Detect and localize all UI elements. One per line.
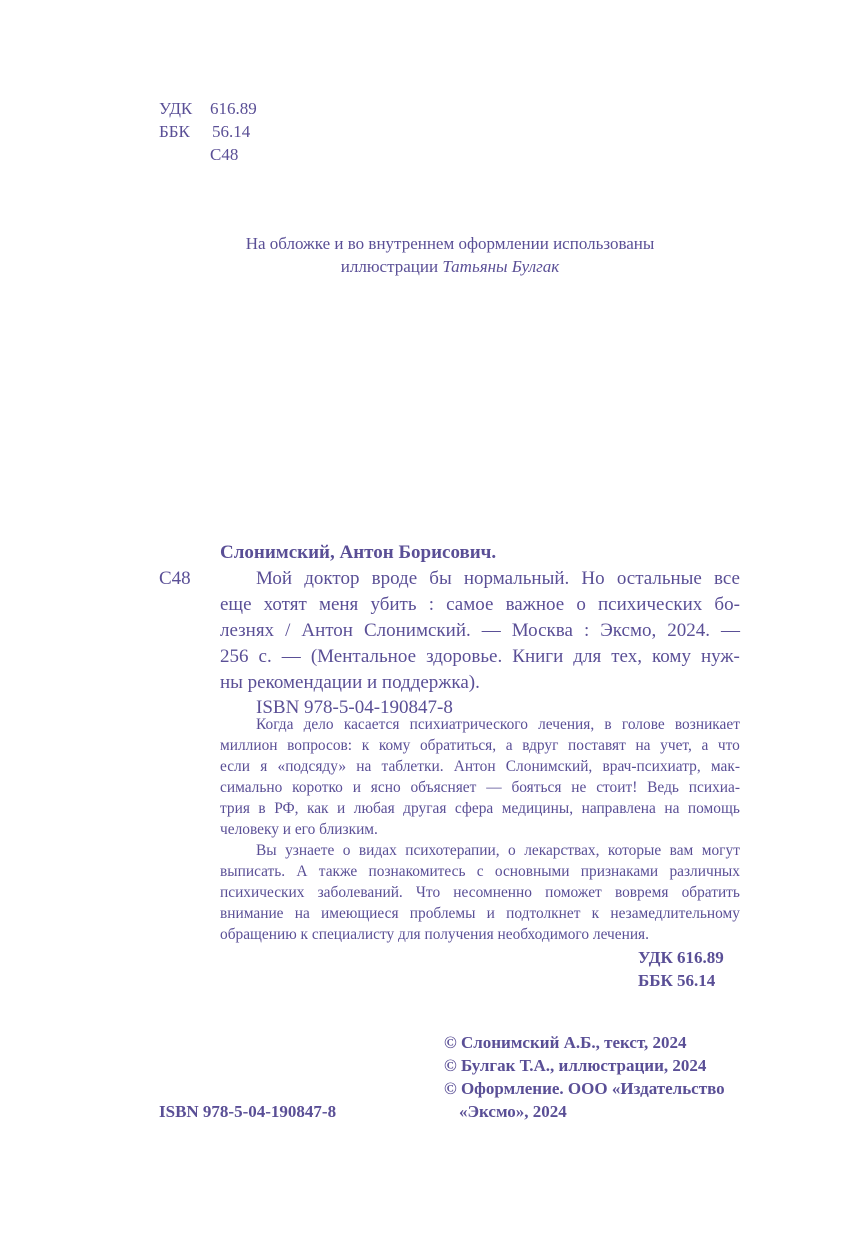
word: на [294,905,310,922]
word: важное [505,594,565,615]
illustration-note [180,232,720,278]
bib-line-3 [220,618,740,644]
annotation-p2-line-3 [220,882,740,903]
word: врач-психиатр, [602,758,701,775]
word: меня [318,594,359,615]
word: психических [220,884,305,901]
word: вам [669,842,694,859]
word: о [508,842,516,859]
annotation-p1-line-1 [256,714,740,735]
word: симально [220,779,283,796]
word: — [486,779,502,796]
word: узнаете [285,842,335,859]
word: стоит! [596,779,638,796]
bbk-bottom: ББК 56.14 [638,971,716,990]
illustration-note-prefix: иллюстрации [340,257,443,276]
word: Антон [301,620,353,641]
word: о [342,842,351,859]
word: направлена [581,800,656,817]
annotation-p2-line-1 [256,840,740,861]
word: внимание [220,905,284,922]
udk-value: 616.89 [210,99,257,118]
illustration-note-line1: На обложке и во внутреннем оформлении использованы [245,234,655,253]
isbn-record: ISBN 978-5-04-190847-8 [256,697,453,718]
word: Когда [256,716,294,733]
word: Мой [256,568,293,589]
word: которые [607,842,662,859]
word: трия [220,800,250,817]
word: психиа- [688,779,740,796]
word: с. [258,646,272,667]
annotation-p2-line-4 [220,903,740,924]
word: если [220,758,250,775]
word: и [337,800,346,817]
word: / [285,620,291,641]
annotation-p1-line-5 [220,798,740,819]
word: «подсяду» [277,758,347,775]
word: самое [446,594,494,615]
word: Антон [453,758,496,775]
word: для [573,646,602,667]
word: тех, [611,646,642,667]
word: любая [353,800,395,817]
word: имеющиеся [321,905,399,922]
word: нуж- [701,646,740,667]
author-sign-top: С48 [210,145,239,164]
word: Слонимский. [363,620,471,641]
word: 256 [220,646,249,667]
word: Слонимский, [505,758,593,775]
word: также [318,863,358,880]
word: лекарствах, [524,842,600,859]
word: лезнях [220,620,275,641]
word: видах [358,842,397,859]
annotation-p2-line-2 [220,861,740,882]
word: психиатрического [409,716,528,733]
illustrator-name: Татьяны Булгак [442,257,560,276]
word: мак- [710,758,740,775]
author-heading: Слонимский, Антон Борисович. [220,542,497,563]
word: Эксмо, [600,620,657,641]
word: РФ, [274,800,299,817]
word: а [505,737,513,754]
bib-line-2 [220,592,740,618]
word: вроде [371,568,418,589]
bbk-value: 56.14 [212,122,251,141]
word: вопросов: [287,737,353,754]
word: а [701,737,709,754]
word: вовремя [614,884,669,901]
word: вдруг [522,737,559,754]
bbk-label: ББК [159,122,190,141]
word: Москва [511,620,573,641]
word: я [260,758,268,775]
word: кому [652,646,691,667]
word: — [721,620,740,641]
word: Ведь [647,779,679,796]
word: Но [581,568,605,589]
annotation-p1-last: человеку и его близким. [220,821,378,838]
copyright-design-cont: «Эксмо», 2024 [459,1102,567,1121]
author-sign-record: С48 [159,568,191,589]
illustration-note-line2 [180,255,720,278]
word: нормальный. [463,568,570,589]
word: основными [494,863,570,880]
word: как [306,800,329,817]
word: другая [403,800,447,817]
word: обратиться, [419,737,497,754]
word: учет, [660,737,692,754]
word: Книги [512,646,564,667]
word: таблетки. [381,758,444,775]
annotation-p1-line-2 [220,735,740,756]
word: бы [429,568,452,589]
word: с [476,863,484,880]
word: признаками [580,863,659,880]
annotation-p1-line-3 [220,756,740,777]
word: к [361,737,370,754]
word: еще [220,594,252,615]
word: убить [370,594,417,615]
word: : [428,594,434,615]
word: поставят [568,737,626,754]
word: на [356,758,372,775]
copyright-design: © Оформление. ООО «Издательство [444,1079,725,1098]
word: к [591,905,600,922]
isbn-bottom: ISBN 978-5-04-190847-8 [159,1102,337,1121]
word: миллион [220,737,278,754]
word: коротко [292,779,343,796]
word: касается [343,716,400,733]
word: в [604,716,612,733]
word: А [296,863,308,880]
word: (Ментальное [310,646,417,667]
word: обратить [681,884,740,901]
word: выписать. [220,863,286,880]
word: заболеваний. [317,884,403,901]
word: ясно [370,779,401,796]
word: несомненно [453,884,532,901]
word: поможет [545,884,602,901]
word: бояться [511,779,562,796]
word: объясняет [410,779,477,796]
word: психотерапии, [405,842,500,859]
word: : [583,620,590,641]
word: о [576,594,586,615]
word: познакомитесь [368,863,466,880]
word: 2024. [667,620,710,641]
copyright-illustrator: © Булгак Т.А., иллюстрации, 2024 [444,1056,707,1075]
word: все [714,568,740,589]
word: возникает [674,716,740,733]
word: дело [303,716,334,733]
word: подтолкнет [506,905,581,922]
word: на [635,737,651,754]
word: в [258,800,266,817]
word: бо- [714,594,740,615]
annotation-p1-line-4 [220,777,740,798]
word: незамедлительному [610,905,740,922]
word: и [486,905,495,922]
word: медицины, [501,800,574,817]
word: остальные [616,568,702,589]
word: не [571,779,587,796]
word: Вы [256,842,277,859]
word: и [352,779,361,796]
word: здоровье. [426,646,503,667]
word: лечения, [538,716,595,733]
word: кому [378,737,411,754]
word: — [281,646,301,667]
word: сфера [454,800,494,817]
word: помощь [687,800,740,817]
word: — [481,620,501,641]
bib-line-5: ны рекомендации и поддержка). [220,672,480,693]
word: могут [701,842,740,859]
bib-line-4 [220,644,740,670]
annotation-p2-last: обращению к специалисту для получения необходимого лечения. [220,926,649,943]
word: психических [598,594,703,615]
bib-line-1 [256,566,740,592]
udk-bottom: УДК 616.89 [638,948,724,967]
word: хотят [263,594,307,615]
copyright-author: © Слонимский А.Б., текст, 2024 [444,1033,687,1052]
word: доктор [304,568,360,589]
word: Что [415,884,441,901]
word: проблемы [409,905,476,922]
udk-label: УДК [159,99,193,118]
word: голове [621,716,665,733]
word: что [717,737,740,754]
word: на [664,800,680,817]
word: различных [669,863,740,880]
